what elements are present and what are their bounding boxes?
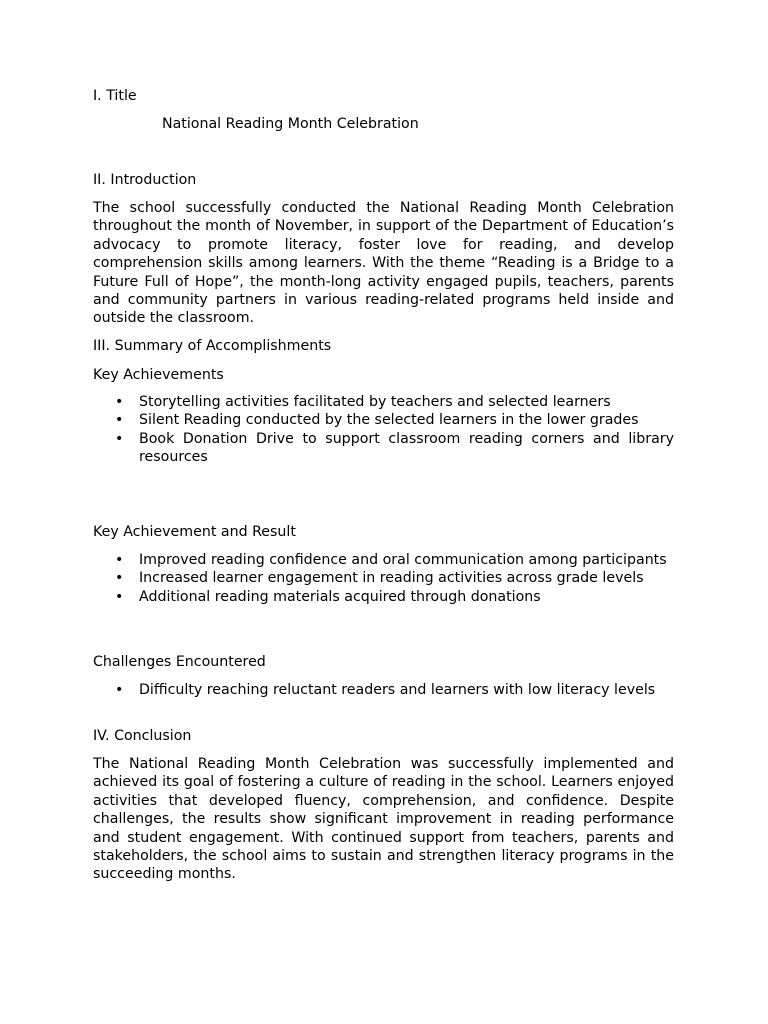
list-item-text: Silent Reading conducted by the selected learners in the lower grades xyxy=(139,412,639,429)
bullet-icon: • xyxy=(115,394,124,410)
document-title: National Reading Month Celebration xyxy=(162,116,419,132)
list-item xyxy=(93,411,674,429)
bullet-icon: • xyxy=(115,412,124,429)
key-results-list xyxy=(93,551,674,606)
list-item-text: Storytelling activities facilitated by teachers and selected learners xyxy=(139,394,611,410)
list-item xyxy=(93,569,674,587)
conclusion-paragraph: The National Reading Month Celebration was successfully implemented and achieved its goal of fostering a culture of reading in the school. Learners enjoyed activities that developed fluency, comprehension, and confidence. Despite challenges, the results show significant improvement in reading performance and student engagement. With continued support from teachers, parents and stakeholders, the school aims to sustain and strengthen literacy programs in the succeeding months. xyxy=(93,756,674,883)
introduction-heading: II. Introduction xyxy=(93,172,197,188)
title-section-heading: I. Title xyxy=(93,88,137,104)
list-item-text: Difficulty reaching reluctant readers and learners with low literacy levels xyxy=(139,682,656,698)
bullet-icon: • xyxy=(115,552,124,568)
list-item-text: Increased learner engagement in reading activities across grade levels xyxy=(139,570,644,587)
list-item xyxy=(93,430,674,467)
challenges-heading: Challenges Encountered xyxy=(93,654,266,670)
challenges-list xyxy=(93,681,674,699)
key-achievements-list xyxy=(93,393,674,467)
key-results-heading: Key Achievement and Result xyxy=(93,524,296,540)
list-item xyxy=(93,551,674,569)
introduction-paragraph: The school successfully conducted the National Reading Month Celebration throughout the month of November, in support of the Department of Education’s advocacy to promote literacy, foster love for reading, and develop comprehension skills among learners. With the theme “Reading is a Bridge to a Future Full of Hope”, the month-long activity engaged pupils, teachers, parents and community partners in various reading-related programs held inside and outside the classroom. xyxy=(93,200,674,327)
list-item xyxy=(93,588,674,606)
summary-heading: III. Summary of Accomplishments xyxy=(93,338,332,354)
key-achievements-heading: Key Achievements xyxy=(93,367,224,383)
list-item-text: Improved reading confidence and oral communication among participants xyxy=(139,552,667,568)
bullet-icon: • xyxy=(115,430,124,447)
list-item-text: Additional reading materials acquired through donations xyxy=(139,588,541,605)
list-item xyxy=(93,393,674,411)
list-item xyxy=(93,681,674,699)
bullet-icon: • xyxy=(115,682,124,698)
conclusion-heading: IV. Conclusion xyxy=(93,728,192,744)
list-item-text: Book Donation Drive to support classroom reading corners and library resources xyxy=(139,430,674,466)
document-page xyxy=(93,0,674,1024)
bullet-icon: • xyxy=(115,570,124,587)
bullet-icon: • xyxy=(115,588,124,605)
